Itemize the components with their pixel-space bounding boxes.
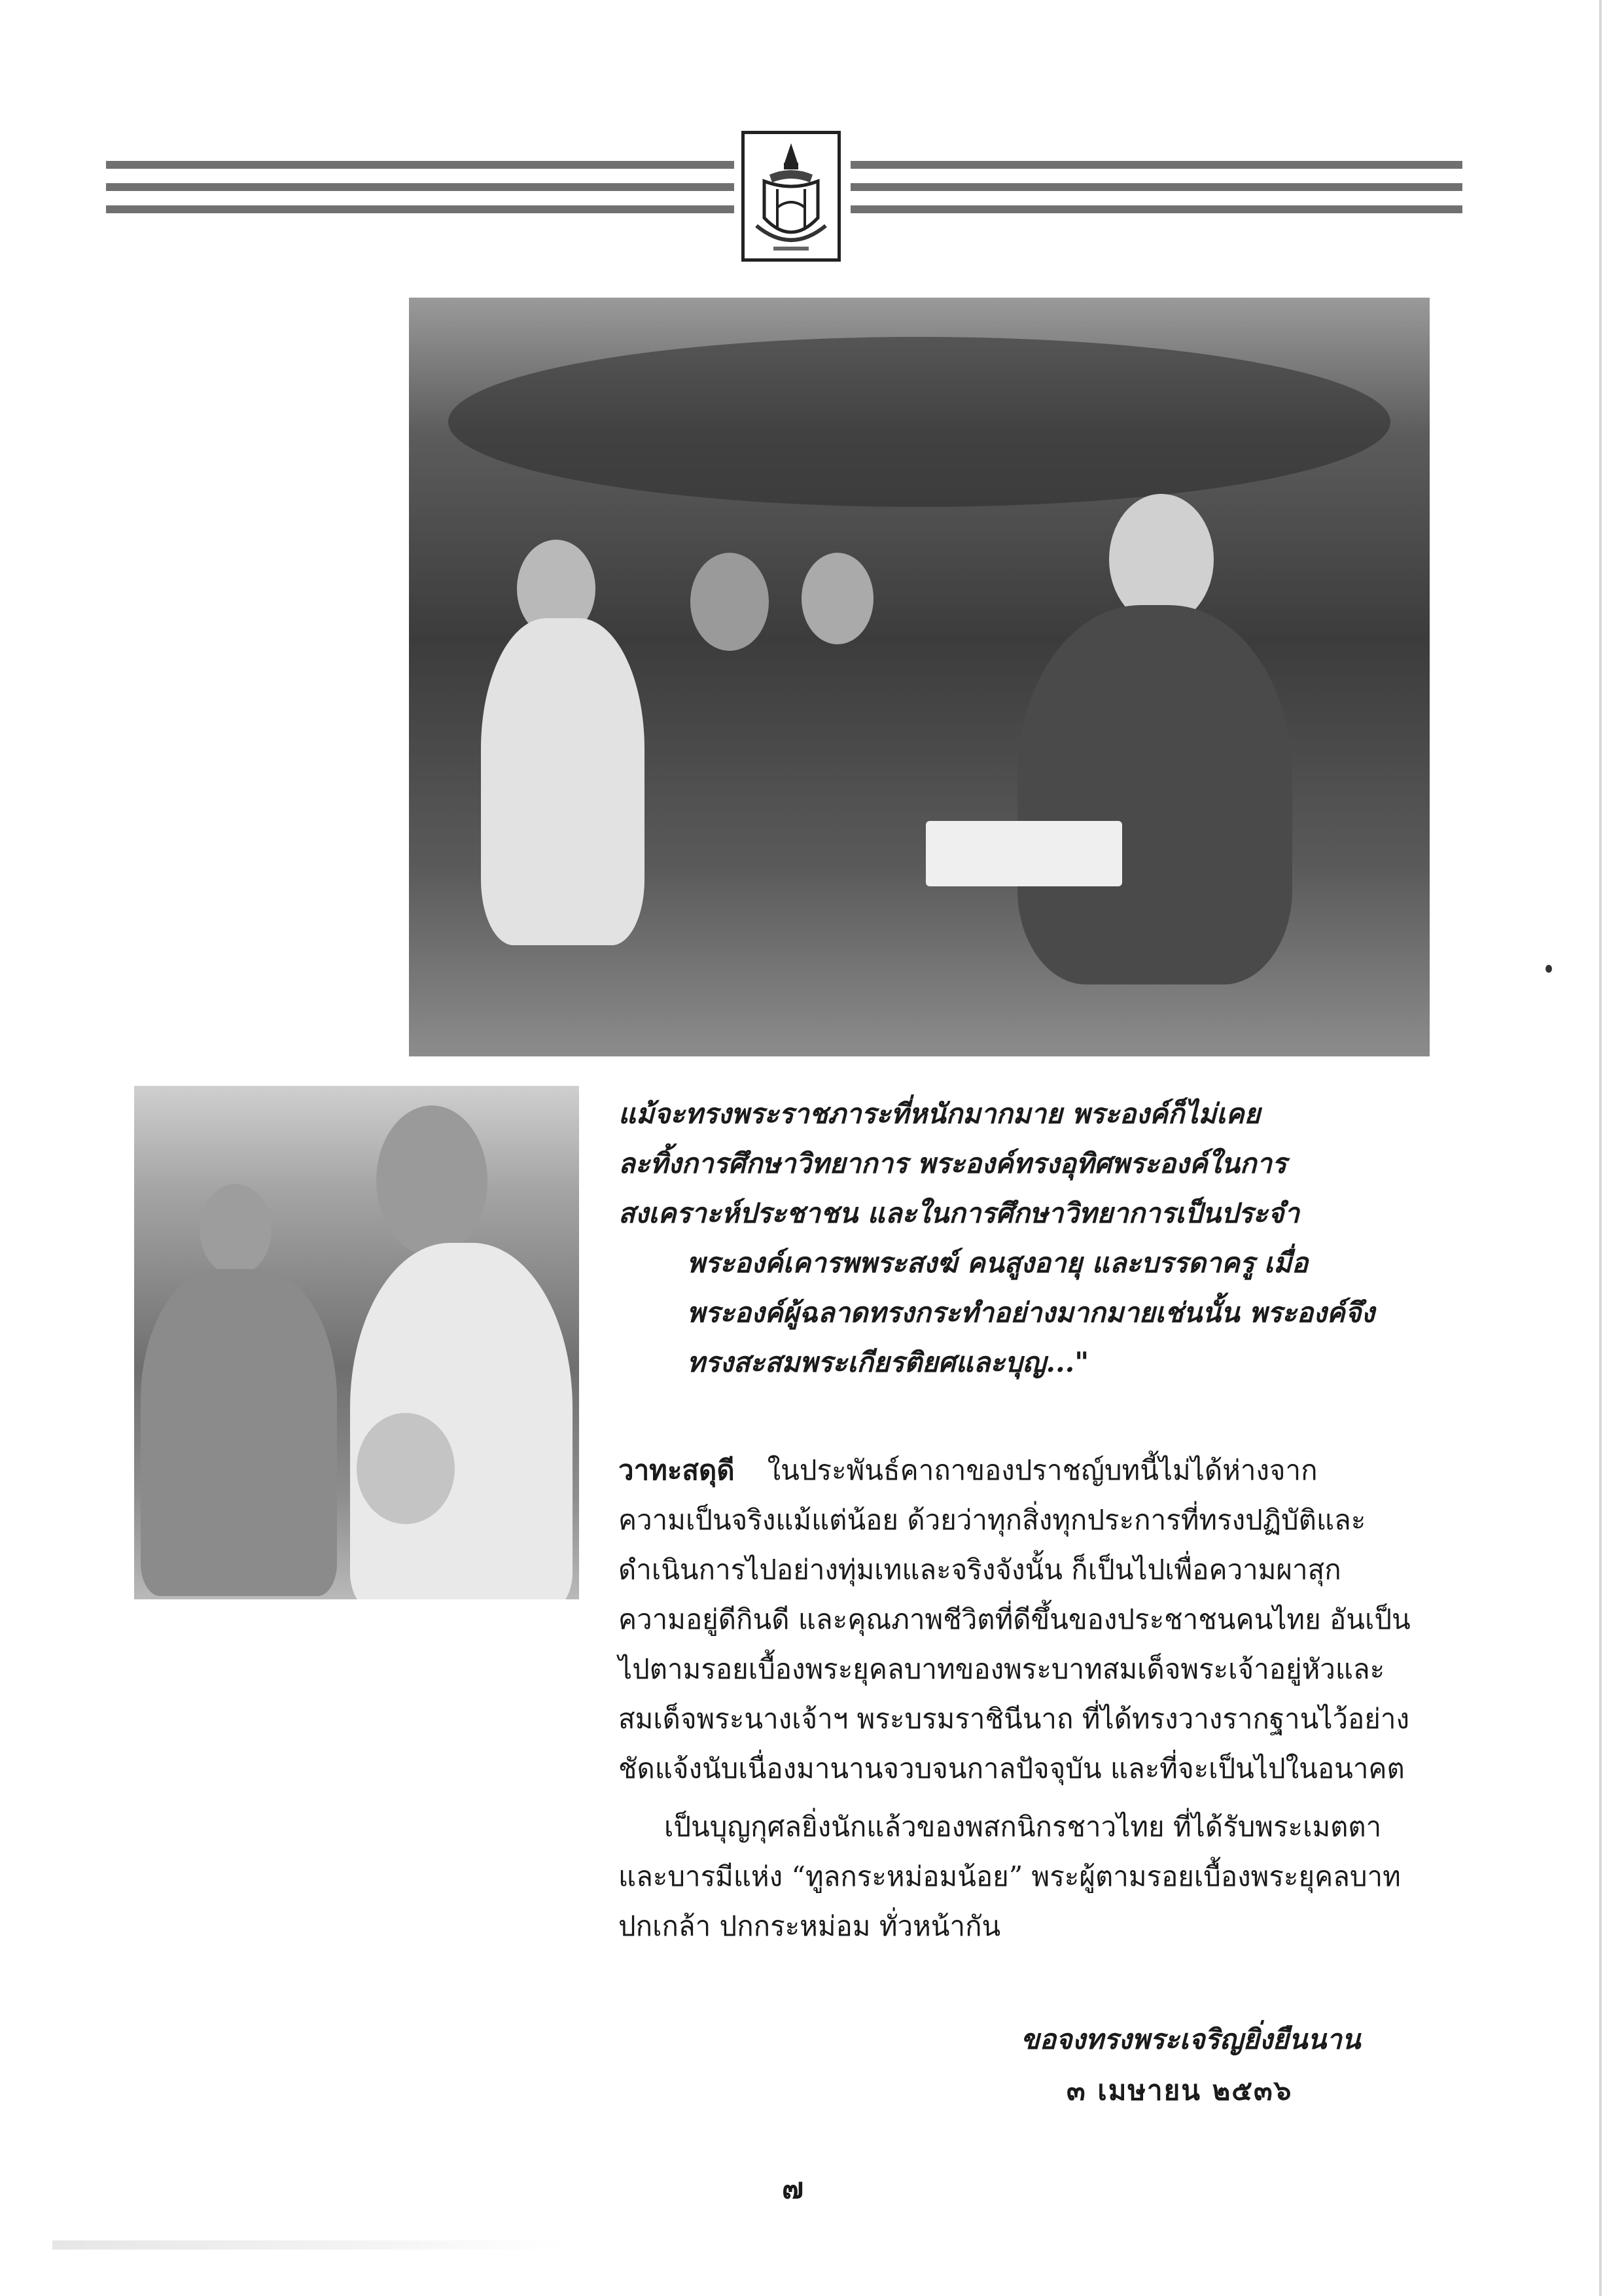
paragraph-line: สมเด็จพระนางเจ้าฯ พระบรมราชินีนาถ ที่ได้ทรงวางรากฐานไว้อย่าง (618, 1703, 1409, 1735)
paragraph-line (618, 1446, 1433, 1495)
paragraph-line: และบารมีแห่ง “ทูลกระหม่อมน้อย” พระผู้ตามรอยเบื้องพระยุคลบาท (618, 1860, 1401, 1892)
paragraph-line: ความอยู่ดีกินดี และคุณภาพชีวิตที่ดีขึ้นของประชาชนคนไทย อันเป็น (618, 1603, 1411, 1635)
header-bar (851, 205, 1462, 213)
scan-speck (1545, 965, 1552, 973)
person-face (376, 1105, 487, 1256)
person-figure (141, 1269, 337, 1596)
paragraph-line: ความเป็นจริงแม้แต่น้อย ด้วยว่าทุกสิ่งทุกประการที่ทรงปฏิบัติและ (618, 1504, 1366, 1536)
quote-line: แม้จะทรงพระราชภาระที่หนักมากมาย พระองค์ก็ไม่เคย (618, 1098, 1261, 1130)
paragraph-line-text: ในประพันธ์คาถาของปราชญ์บทนี้ไม่ได้ห่างจาก (767, 1454, 1318, 1486)
closing-wish: ขอจงทรงพระเจริญยิ่งยืนนาน (1021, 2023, 1361, 2055)
quote-line: ทรงสะสมพระเกียรติยศและบุญ..." (687, 1346, 1089, 1378)
paragraph-line: ดำเนินการไปอย่างทุ่มเทและจริงจังนั้น ก็เป็นไปเพื่อความผาสุก (618, 1554, 1341, 1586)
person-face (690, 553, 769, 651)
crowd-background (448, 337, 1390, 507)
header-bar (851, 161, 1462, 169)
paragraph-line: เป็นบุญกุศลยิ่งนักแล้วของพสกนิกรชาวไทย ที่ได้รับพระเมตตา (664, 1811, 1382, 1843)
kneeling-figure (1017, 605, 1292, 984)
flower-bouquet (357, 1413, 455, 1524)
scan-smudge (52, 2240, 563, 2250)
main-photo (409, 298, 1430, 1056)
page-number: ๗ (782, 2172, 804, 2205)
person-figure (481, 618, 644, 945)
quote-block (618, 1089, 1433, 1387)
quote-line: พระองค์ผู้ฉลาดทรงกระทำอย่างมากมายเช่นนั้น พระองค์จึง (687, 1296, 1375, 1329)
header-bar (106, 205, 734, 213)
person-face (200, 1184, 272, 1276)
paragraph-line: ปกเกล้า ปกกระหม่อม ทั่วหน้ากัน (618, 1910, 1001, 1942)
header-bar (106, 183, 734, 191)
header-bar (106, 161, 734, 169)
person-face (802, 553, 874, 644)
books-stack (926, 821, 1122, 886)
paragraph-line: ชัดแจ้งนับเนื่องมานานจวบจนกาลปัจจุบัน และที่จะเป็นไปในอนาคต (618, 1752, 1405, 1784)
quote-line: พระองค์เคารพพระสงฆ์ คนสูงอายุ และบรรดาครู เมื่อ (687, 1247, 1309, 1279)
quote-line: สงเคราะห์ประชาชน และในการศึกษาวิทยาการเป็นประจำ (618, 1197, 1299, 1229)
paragraph-tribute (618, 1446, 1433, 1794)
section-lead: วาทะสดุดี (618, 1454, 735, 1486)
scan-edge (1599, 0, 1602, 2296)
paragraph-line: ไปตามรอยเบื้องพระยุคลบาทของพระบาทสมเด็จพระเจ้าอยู่หัวและ (618, 1653, 1385, 1685)
royal-emblem-icon (741, 131, 841, 262)
second-photo (134, 1086, 579, 1599)
paragraph-blessing (618, 1802, 1433, 1951)
closing-date: ๓ เมษายน ๒๕๓๖ (1067, 2074, 1293, 2106)
header-bar (851, 183, 1462, 191)
quote-line: ละทิ้งการศึกษาวิทยาการ พระองค์ทรงอุทิศพระองค์ในการ (618, 1147, 1287, 1179)
